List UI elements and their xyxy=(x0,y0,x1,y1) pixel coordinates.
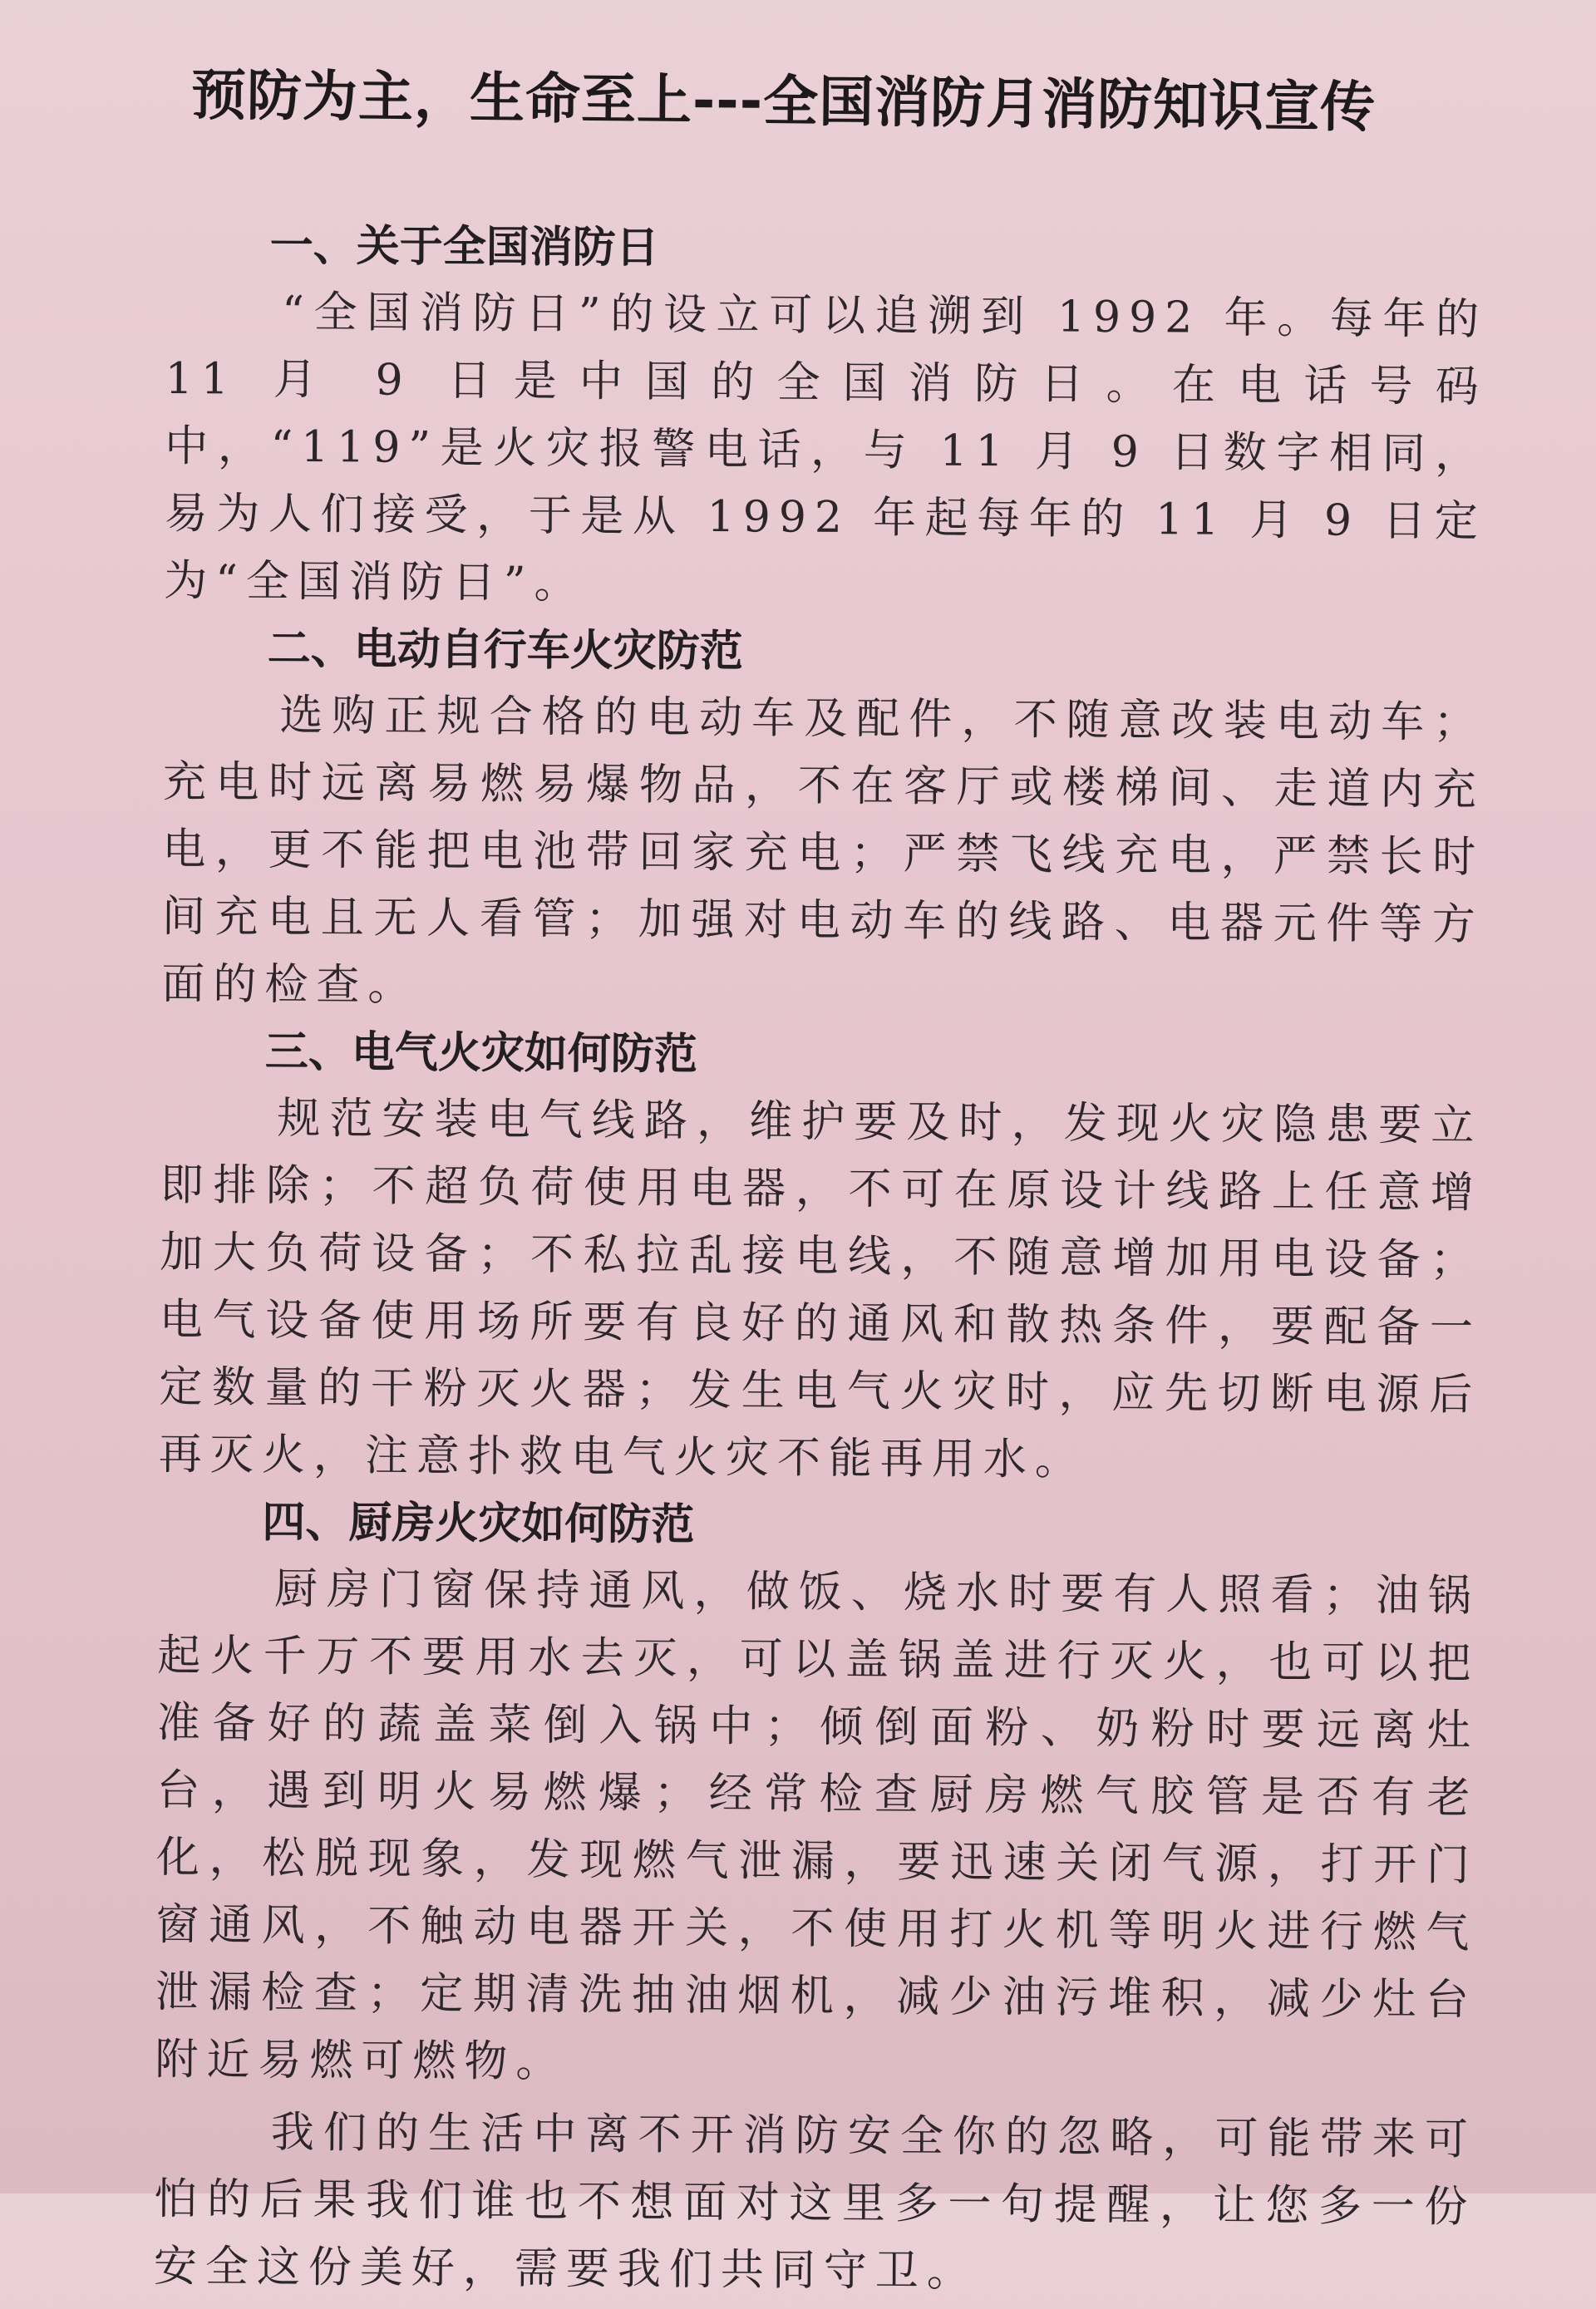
document-title: 预防为主，生命至上---全国消防月消防知识宣传 xyxy=(190,63,1377,140)
section-heading: 三、电气火灾如何防范 xyxy=(264,1026,698,1080)
section-paragraph: 厨房门窗保持通风，做饭、烧水时要有人照看；油锅起火千万不要用水去灭，可以盖锅盖进行灭火，也可以把准备好的蔬盖菜倒入锅中；倾倒面粉、奶粉时要远离灶台，遇到明火易燃爆；经常检查厨房燃气胶管是否有老化，松脱现象，发现燃气泄漏，要迅速关闭气源，打开门窗通风，不触动电器开关，不使用打火机等明火进行燃气泄漏检查；定期清洗抽油烟机，减少油污堆积，减少灶台附近易燃可燃物。 xyxy=(155,1563,1480,2087)
section-paragraph: 规范安装电气线路，维护要及时，发现火灾隐患要立即排除；不超负荷使用电器，不可在原设计线路上任意增加大负荷设备；不私拉乱接电线，不随意增加用电设备；电气设备使用场所要有良好的通风和散热条件，要配备一定数量的干粉灭火器；发生电气火灾时，应先切断电源后再灭火，注意扑救电气火灾不能再用水。 xyxy=(158,1093,1483,1485)
section-heading: 一、关于全国消防日 xyxy=(269,220,659,273)
document-body xyxy=(154,212,1488,2309)
section-heading: 四、厨房火灾如何防范 xyxy=(262,1497,695,1550)
section-heading: 二、电动自行车火灾防范 xyxy=(267,623,743,677)
section-ebike-fire xyxy=(161,615,1485,1026)
section-paragraph: 选购正规合格的电动车及配件，不随意改装电动车；充电时远离易燃易爆物品，不在客厅或楼梯间、走道内充电，更不能把电池带回家充电；严禁飞线充电，严禁长时间充电且无人看管；加强对电动车的线路、电器元件等方面的检查。 xyxy=(161,690,1485,1011)
section-fire-day xyxy=(164,212,1488,623)
section-paragraph: “全国消防日”的设立可以追溯到 1992 年。每年的 11 月 9 日是中国的全国消防日。在电话号码中，“119”是火灾报警电话，与 11 月 9 日数字相同，易为人们接受，于是从 1992 年起每年的 11 月 9 日定为“全国消防日”。 xyxy=(164,287,1488,609)
closing-paragraph: 我们的生活中离不开消防安全你的忽略，可能带来可怕的后果我们谁也不想面对这里多一句提醒，让您多一份安全这份美好，需要我们共同守卫。 xyxy=(153,2107,1477,2297)
section-kitchen-fire xyxy=(155,1489,1480,2102)
section-electrical-fire xyxy=(159,1018,1483,1497)
